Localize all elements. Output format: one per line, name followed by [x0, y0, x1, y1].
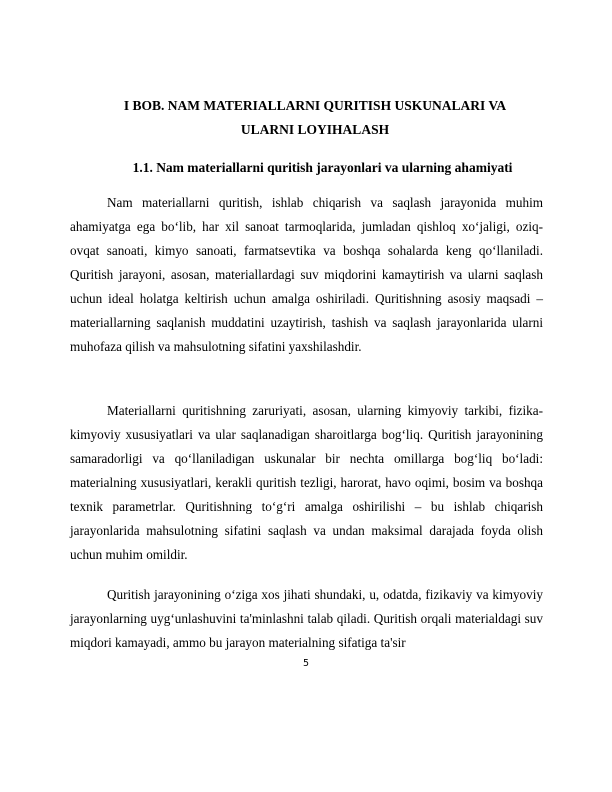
- chapter-title: [90, 94, 540, 142]
- chapter-title-line-1: I BOB. NAM MATERIALLARNI QURITISH USKUNALARI VA: [123, 98, 507, 113]
- body-paragraph: Quritish jarayonining o‘ziga xos jihati shundaki, u, odatda, fizikaviy va kimyoviy jarayonlarning uyg‘unlashuvini ta'minlashni talab qiladi. Quritish orqali materialdagi suv miqdori kamayadi, ammo bu jarayon materialning sifatiga ta'sir: [70, 587, 543, 650]
- body-paragraph: Materiallarni quritishning zaruriyati, asosan, ularning kimyoviy tarkibi, fizika-kimyoviy xususiyatlari va ular saqlanadigan sharoitlarga bog‘liq. Quritish jarayonining samaradorligi va qo‘llaniladigan uskunalar bir nechta omillarga bog‘liq bo‘ladi: materialning xususiyatlari, kerakli quritish tezligi, harorat, havo oqimi, bosim va boshqa texnik parametrlar. Quritishning to‘g‘ri amalga oshirilishi – bu ishlab chiqarish jarayonlarida mahsulotning sifatini saqlash va undan maksimal darajada foyda olish uchun muhim omildir.: [70, 403, 543, 562]
- body-paragraph: Nam materiallarni quritish, ishlab chiqarish va saqlash jarayonida muhim ahamiyatga ega bo‘lib, har xil sanoat tarmoqlarida, jumladan qishloq xo‘jaligi, oziq-ovqat sanoati, kimyo sanoati, farmatsevtika va boshqa sohalarda keng qo‘llaniladi. Quritish jarayoni, asosan, materiallardagi suv miqdorini kamaytirish va ularni saqlash uchun ideal holatga keltirish uchun amalga oshiriladi. Quritishning asosiy maqsadi – materiallarning saqlanish muddatini uzaytirish, tashish va saqlash jarayonlarida ularni muhofaza qilish va mahsulotning sifatini yaxshilashdir.: [70, 195, 543, 354]
- section-title: 1.1. Nam materiallarni quritish jarayonlari va ularning ahamiyati: [132, 160, 513, 175]
- chapter-title-line-2: ULARNI LOYIHALASH: [240, 122, 390, 137]
- page-number: 5: [302, 658, 310, 669]
